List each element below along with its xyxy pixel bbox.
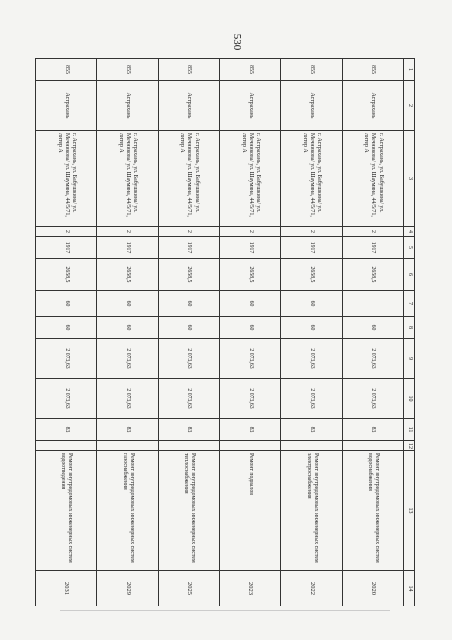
rotated-table [35, 58, 415, 606]
column-header: 2 [404, 81, 415, 131]
table-cell-c5: 1917 [281, 237, 342, 259]
table-cell-c11: 83 [342, 419, 403, 441]
table-cell-c14: 2020 [342, 571, 403, 607]
table-cell-c1: 855 [281, 59, 342, 81]
column-header: 6 [404, 259, 415, 291]
table-cell-c13: Ремонт внутридомовых инженерных систем теплоснабжения [158, 451, 219, 571]
table-cell-c12 [281, 441, 342, 451]
table-cell-c7: 60 [158, 291, 219, 317]
table-cell-c12 [36, 441, 97, 451]
table-cell-c6: 2658,5 [342, 259, 403, 291]
table-cell-c2: Астрахань [281, 81, 342, 131]
table-cell-c13: Ремонт внутридомовых инженерных систем водоснабжения [342, 451, 403, 571]
table-cell-c9: 2 073,63 [220, 339, 281, 379]
table-cell-c3: г. Астрахань, ул. Бабушкина/ ул. Мечникова/ ул. Шаумяна, 44/5/71, литер А [342, 131, 403, 227]
table-cell-c5: 1917 [220, 237, 281, 259]
table-container [35, 58, 415, 606]
column-header: 14 [404, 571, 415, 607]
table-cell-c9: 2 073,63 [281, 339, 342, 379]
table-cell-c11: 83 [36, 419, 97, 441]
column-header: 3 [404, 131, 415, 227]
table-cell-c12 [158, 441, 219, 451]
column-header: 13 [404, 451, 415, 571]
table-cell-c3: г. Астрахань, ул. Бабушкина/ ул. Мечникова/ ул. Шаумяна, 44/5/71, литер А [281, 131, 342, 227]
table-row [158, 59, 219, 607]
table-cell-c14: 2022 [281, 571, 342, 607]
table-cell-c11: 83 [220, 419, 281, 441]
table-cell-c6: 2658,5 [158, 259, 219, 291]
table-cell-c9: 2 073,63 [97, 339, 158, 379]
column-header: 12 [404, 441, 415, 451]
table-cell-c7: 60 [281, 291, 342, 317]
table-cell-c4: 2 [36, 227, 97, 237]
table-cell-c5: 1917 [158, 237, 219, 259]
table-cell-c8: 60 [36, 317, 97, 339]
table-cell-c13: Ремонт внутридомовых инженерных систем водоотведения [36, 451, 97, 571]
table-cell-c7: 60 [220, 291, 281, 317]
table-cell-c2: Астрахань [158, 81, 219, 131]
table-cell-c5: 1917 [36, 237, 97, 259]
table-cell-c9: 2 073,63 [158, 339, 219, 379]
table-cell-c11: 83 [281, 419, 342, 441]
table-cell-c10: 2 073,63 [220, 379, 281, 419]
table-cell-c10: 2 073,63 [158, 379, 219, 419]
table-cell-c3: г. Астрахань, ул. Бабушкина/ ул. Мечникова/ ул. Шаумяна, 44/5/71, литер А [220, 131, 281, 227]
table-cell-c9: 2 073,63 [342, 339, 403, 379]
table-cell-c10: 2 073,63 [281, 379, 342, 419]
table-cell-c14: 2025 [158, 571, 219, 607]
column-header: 1 [404, 59, 415, 81]
table-cell-c8: 60 [342, 317, 403, 339]
table-cell-c8: 60 [97, 317, 158, 339]
table-cell-c11: 83 [97, 419, 158, 441]
table-cell-c4: 2 [158, 227, 219, 237]
column-header: 8 [404, 317, 415, 339]
column-header: 10 [404, 379, 415, 419]
table-row [97, 59, 158, 607]
column-header: 11 [404, 419, 415, 441]
column-header: 7 [404, 291, 415, 317]
column-number-row [404, 59, 415, 607]
table-cell-c2: Астрахань [342, 81, 403, 131]
table-cell-c6: 2658,5 [281, 259, 342, 291]
table-cell-c8: 60 [158, 317, 219, 339]
column-header: 5 [404, 237, 415, 259]
table-cell-c2: Астрахань [36, 81, 97, 131]
table-row [342, 59, 403, 607]
scan-artifact-line [60, 610, 390, 611]
table-cell-c1: 855 [220, 59, 281, 81]
table-cell-c13: Ремонт внутридомовых инженерных систем газоснабжения [97, 451, 158, 571]
table-cell-c4: 2 [342, 227, 403, 237]
table-cell-c13: Ремонт подвалов [220, 451, 281, 571]
column-header: 4 [404, 227, 415, 237]
table-cell-c4: 2 [220, 227, 281, 237]
table-cell-c7: 60 [97, 291, 158, 317]
table-cell-c1: 855 [97, 59, 158, 81]
table-cell-c1: 855 [158, 59, 219, 81]
table-cell-c11: 83 [158, 419, 219, 441]
table-cell-c8: 60 [220, 317, 281, 339]
repair-schedule-table [35, 58, 415, 606]
table-row [220, 59, 281, 607]
table-cell-c7 [342, 291, 403, 317]
table-row [281, 59, 342, 607]
table-cell-c14: 2029 [97, 571, 158, 607]
table-cell-c9: 2 073,63 [36, 339, 97, 379]
table-cell-c1: 855 [342, 59, 403, 81]
table-cell-c3: г. Астрахань, ул. Бабушкина/ ул. Мечникова/ ул. Шаумяна, 44/5/71, литер А [158, 131, 219, 227]
table-cell-c10: 2 073,63 [97, 379, 158, 419]
table-cell-c5: 1917 [342, 237, 403, 259]
column-header: 9 [404, 339, 415, 379]
table-cell-c5: 1917 [97, 237, 158, 259]
table-cell-c3: г. Астрахань, ул. Бабушкина/ ул. Мечникова/ ул. Шаумяна, 44/5/71, литер А [36, 131, 97, 227]
table-cell-c14: 2031 [36, 571, 97, 607]
table-cell-c6: 2658,5 [97, 259, 158, 291]
table-cell-c14: 2023 [220, 571, 281, 607]
table-cell-c6: 2658,5 [36, 259, 97, 291]
table-cell-c7: 60 [36, 291, 97, 317]
table-cell-c3: г. Астрахань, ул. Бабушкина/ ул. Мечникова/ ул. Шаумяна, 44/5/71, литер А [97, 131, 158, 227]
table-cell-c12 [220, 441, 281, 451]
table-cell-c4: 2 [97, 227, 158, 237]
table-cell-c10: 2 073,63 [36, 379, 97, 419]
table-cell-c12 [342, 441, 403, 451]
table-cell-c8: 60 [281, 317, 342, 339]
table-row [36, 59, 97, 607]
table-cell-c10: 2 073,63 [342, 379, 403, 419]
page-number: 530 [231, 33, 243, 51]
table-cell-c6: 2658,5 [220, 259, 281, 291]
table-cell-c2: Астрахань [220, 81, 281, 131]
table-cell-c4: 2 [281, 227, 342, 237]
table-cell-c12 [97, 441, 158, 451]
table-cell-c13: Ремонт внутридомовых инженерных систем электроснабжения [281, 451, 342, 571]
table-cell-c2: Астрахань [97, 81, 158, 131]
table-cell-c1: 855 [36, 59, 97, 81]
